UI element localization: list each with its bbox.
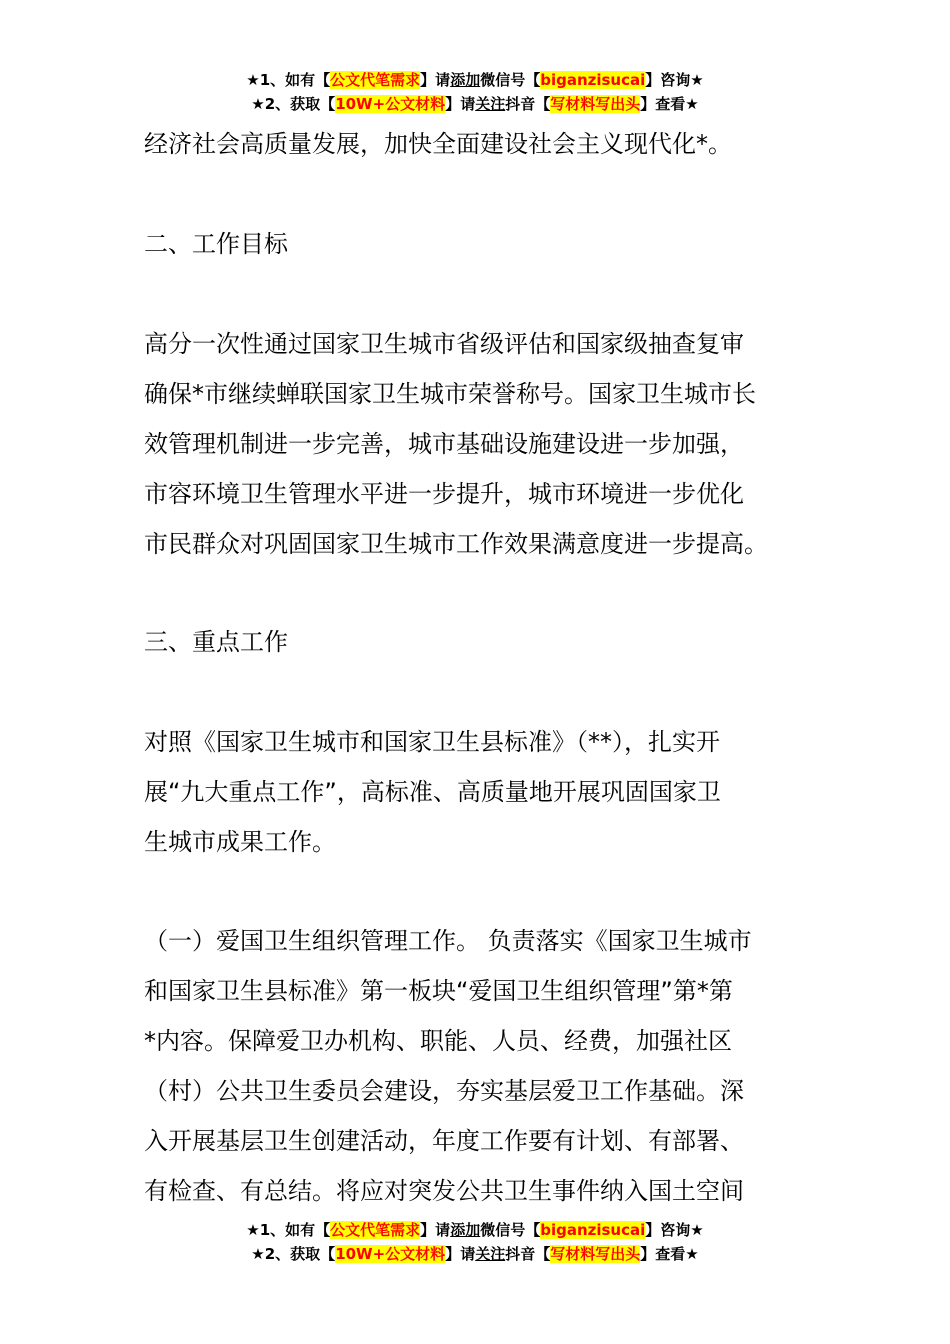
promo-text: 】请	[420, 1221, 451, 1239]
heading-text: 二、工作目标	[144, 230, 288, 258]
section-heading-goals	[144, 219, 808, 269]
promo-text: 】请	[420, 71, 451, 89]
promo-text: 】请	[445, 1245, 476, 1263]
promo-text: 微信号【	[480, 1221, 541, 1239]
promo-douyin-account: 写材料写出头	[550, 1245, 641, 1263]
text-line: 市民群众对巩固国家卫生城市工作效果满意度进一步提高。	[144, 530, 768, 558]
promo-line-2	[0, 92, 950, 116]
promo-highlight: 10W+公文材料	[335, 1245, 446, 1263]
text-line: 效管理机制进一步完善，城市基础设施建设进一步加强，	[144, 430, 744, 458]
promo-text: 】查看★	[640, 1245, 699, 1263]
text-line: （一）爱国卫生组织管理工作。 负责落实《国家卫生城市	[144, 927, 752, 955]
header-promo	[0, 68, 950, 116]
promo-highlight: 公文代笔需求	[330, 71, 421, 89]
text-line: 入开展基层卫生创建活动，年度工作要有计划、有部署、	[144, 1127, 744, 1155]
text-line: 经济社会高质量发展，加快全面建设社会主义现代化*。	[144, 130, 732, 158]
promo-text: ★2、获取【	[251, 1245, 336, 1263]
section-heading-key-work	[144, 617, 808, 667]
text-line: 高分一次性通过国家卫生城市省级评估和国家级抽查复审	[144, 330, 744, 358]
promo-highlight: 10W+公文材料	[335, 95, 446, 113]
text-line: 展“九大重点工作”，高标准、高质量地开展巩固国家卫	[144, 778, 721, 806]
promo-text: 微信号【	[480, 71, 541, 89]
promo-line-1	[0, 68, 950, 92]
promo-text: 】咨询★	[645, 71, 704, 89]
promo-underlined: 关注	[475, 95, 506, 113]
text-line: *内容。保障爱卫办机构、职能、人员、经费，加强社区	[144, 1027, 732, 1055]
promo-text: ★2、获取【	[251, 95, 336, 113]
promo-text: 抖音【	[505, 1245, 551, 1263]
promo-line-1	[0, 1218, 950, 1242]
promo-text: 抖音【	[505, 95, 551, 113]
promo-wechat-id: biganzisucai	[540, 71, 646, 89]
paragraph-continuation	[144, 119, 808, 169]
text-line: （村）公共卫生委员会建设，夯实基层爱卫工作基础。深	[144, 1077, 744, 1105]
text-line: 生城市成果工作。	[144, 828, 336, 856]
promo-line-2	[0, 1242, 950, 1266]
promo-douyin-account: 写材料写出头	[550, 95, 641, 113]
promo-underlined: 关注	[475, 1245, 506, 1263]
text-line: 市容环境卫生管理水平进一步提升，城市环境进一步优化	[144, 480, 744, 508]
promo-underlined: 添加	[450, 71, 481, 89]
promo-text: 】请	[445, 95, 476, 113]
promo-text: ★1、如有【	[246, 71, 331, 89]
text-line: 对照《国家卫生城市和国家卫生县标准》（**），扎实开	[144, 728, 720, 756]
promo-underlined: 添加	[450, 1221, 481, 1239]
paragraph-key-work	[144, 717, 808, 867]
text-line: 和国家卫生县标准》第一板块“爱国卫生组织管理”第*第	[144, 977, 733, 1005]
promo-highlight: 公文代笔需求	[330, 1221, 421, 1239]
heading-text: 三、重点工作	[144, 628, 288, 656]
paragraph-goals	[144, 319, 808, 569]
paragraph-patriotic-health	[144, 916, 808, 1216]
footer-promo	[0, 1218, 950, 1266]
promo-text: ★1、如有【	[246, 1221, 331, 1239]
text-line: 有检查、有总结。将应对突发公共卫生事件纳入国土空间	[144, 1177, 744, 1205]
promo-text: 】咨询★	[645, 1221, 704, 1239]
promo-text: 】查看★	[640, 95, 699, 113]
text-line: 确保*市继续蝉联国家卫生城市荣誉称号。国家卫生城市长	[144, 380, 756, 408]
promo-wechat-id: biganzisucai	[540, 1221, 646, 1239]
